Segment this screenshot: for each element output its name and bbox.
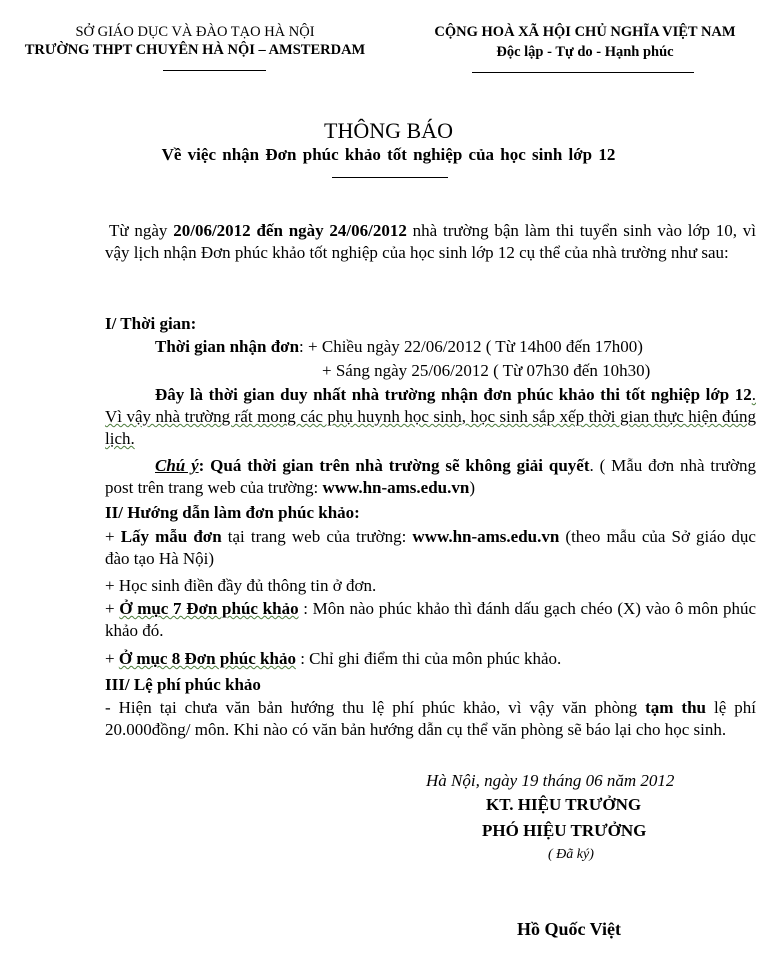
intro-paragraph — [105, 220, 756, 264]
note-end: ) — [469, 478, 476, 497]
receive-slot-1 — [155, 336, 643, 358]
item1-bold: Lấy mẫu đơn — [120, 527, 222, 546]
guide-item-2: + Học sinh điền đầy đủ thông tin ở đơn. — [105, 576, 377, 595]
item3-bold: Ở mục 7 Đơn phúc khảo — [119, 599, 299, 618]
page-title: THÔNG BÁO — [324, 118, 453, 143]
note-rest: . ( Mẫu đơn nhà trường post trên trang web của trường: — [105, 456, 756, 497]
country-motto: Độc lập - Tự do - Hạnh phúc — [496, 44, 674, 60]
slot-1-text: : + Chiều ngày 22/06/2012 ( Từ 14h00 đến 17h00) — [299, 337, 643, 356]
note-paragraph — [105, 455, 756, 499]
place-date: Hà Nội, ngày 19 tháng 06 năm 2012 — [426, 771, 675, 790]
department-name: SỞ GIÁO DỤC VÀ ĐÀO TẠO HÀ NỘI — [75, 24, 315, 40]
section3-heading: III/ Lệ phí phúc khảo — [105, 675, 261, 694]
item1-rest: (theo mẫu của Sở giáo dục đào tạo Hà Nội) — [105, 527, 756, 568]
fee-bold: tạm thu — [645, 698, 706, 717]
right-header-rule — [472, 72, 694, 73]
only-time-paragraph — [105, 384, 756, 450]
only-time-bold: Đây là thời gian duy nhất nhà trường nhận đơn phúc khảo thi tốt nghiệp lớp 12 — [155, 385, 752, 404]
section2-heading: II/ Hướng dẫn làm đơn phúc khảo: — [105, 503, 360, 522]
item1-prefix: + — [105, 527, 121, 546]
signer-name: Hồ Quốc Việt — [517, 919, 621, 939]
country-name: CỘNG HOÀ XÃ HỘI CHỦ NGHĨA VIỆT NAM — [434, 24, 736, 40]
intro-text-start: Từ ngày — [109, 221, 174, 240]
item3-prefix: + — [105, 599, 120, 618]
page-subtitle: Về việc nhận Đơn phúc khảo tốt nghiệp của học sinh lớp 12 — [161, 145, 616, 164]
signer-role-1: KT. HIỆU TRƯỞNG — [486, 795, 642, 814]
receive-slot-2: + Sáng ngày 25/06/2012 ( Từ 07h30 đến 10h30) — [322, 361, 651, 380]
item1-mid: tại trang web của trường: — [221, 527, 413, 546]
item4-prefix: + — [105, 649, 119, 668]
intro-text-rest: nhà trường bận làm thi tuyển sinh vào lớp 10, vì vậy lịch nhận Đơn phúc khảo tốt nghiệp của học sinh lớp 12 cụ thể của nhà trường như sau: — [105, 221, 756, 262]
receive-label: Thời gian nhận đơn — [155, 337, 300, 356]
guide-item-3 — [105, 598, 756, 642]
subtitle-rule — [332, 177, 448, 178]
fee-text-rest: lệ phí 20.000đồng/ môn. Khi nào có văn bản hướng dẫn cụ thể văn phòng sẽ báo lại cho học sinh. — [105, 698, 756, 739]
note-url: www.hn-ams.edu.vn — [322, 478, 470, 497]
left-header-rule — [163, 70, 266, 71]
signer-role-2: PHÓ HIỆU TRƯỞNG — [482, 821, 647, 840]
item4-rest: : Chỉ ghi điểm thi của môn phúc khảo. — [295, 649, 562, 668]
note-label: Chú ý — [155, 456, 199, 475]
section1-heading: I/ Thời gian: — [105, 314, 197, 333]
note-bold: : Quá thời gian trên nhà trường sẽ không giải quyết — [198, 456, 590, 475]
fee-paragraph — [105, 697, 756, 741]
item1-url: www.hn-ams.edu.vn — [412, 527, 560, 546]
item3-rest: : Môn nào phúc khảo thì đánh dấu gạch chéo (X) vào ô môn phúc khảo đó. — [105, 599, 756, 640]
guide-item-4 — [105, 648, 561, 670]
fee-text-start: - Hiện tại chưa văn bản hướng thu lệ phí phúc khảo, vì vậy văn phòng — [105, 698, 646, 717]
item4-bold: Ở mục 8 Đơn phúc khảo — [118, 649, 296, 668]
guide-item-1 — [105, 526, 756, 570]
intro-dates: 20/06/2012 đến ngày 24/06/2012 — [173, 221, 407, 240]
only-time-rest: . Vì vậy nhà trường rất mong các phụ huynh học sinh, học sinh sắp xếp thời gian thực hiện đúng lịch. — [105, 385, 756, 448]
signed-note: ( Đã ký) — [548, 847, 594, 862]
school-name: TRƯỜNG THPT CHUYÊN HÀ NỘI – AMSTERDAM — [24, 42, 366, 58]
